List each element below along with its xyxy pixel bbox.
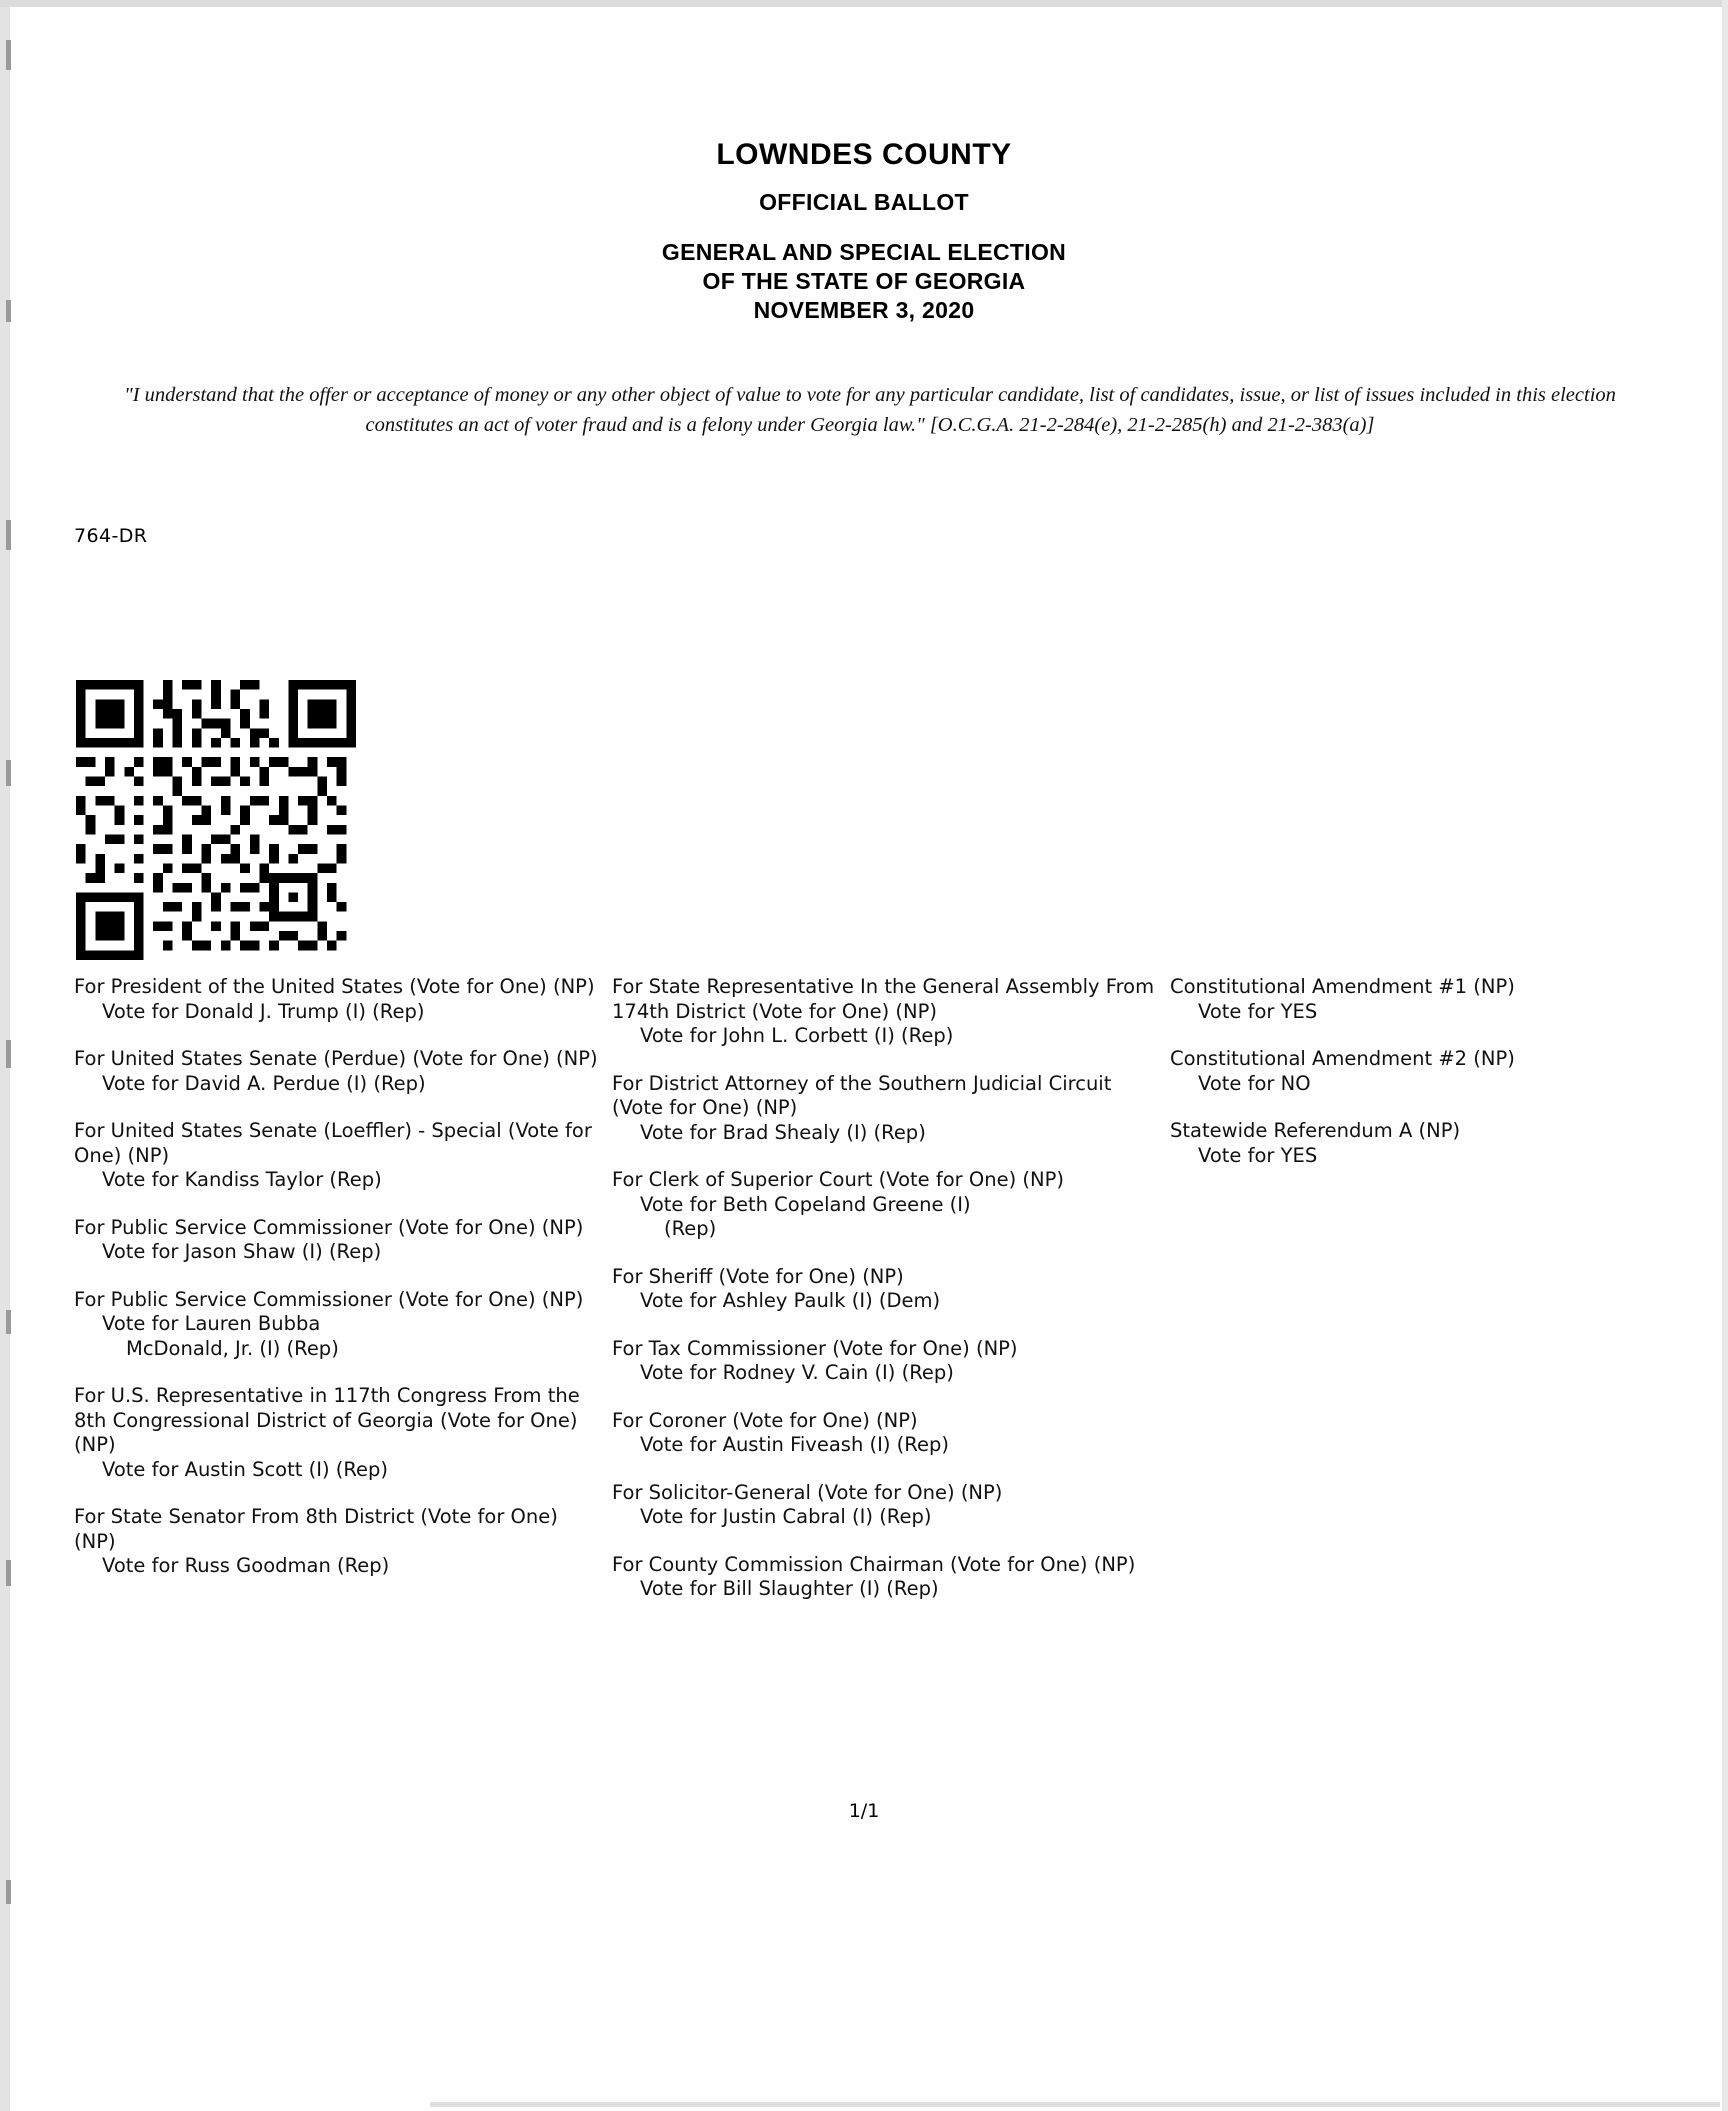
contest-choice: Vote for Brad Shealy (I) (Rep) <box>640 1120 926 1144</box>
contest-column-3 <box>1170 975 1690 1191</box>
contest-choice: Vote for Ashley Paulk (I) (Dem) <box>640 1289 941 1312</box>
contest-block <box>612 1072 1157 1146</box>
contest-block <box>1170 1047 1690 1096</box>
contest-title: For Solicitor-General (Vote for One) (NP) <box>612 1480 1003 1504</box>
contest-choice: Vote for John L. Corbett (I) (Rep) <box>640 1024 954 1047</box>
contest-block <box>612 1168 1157 1242</box>
contest-title: For United States Senate (Perdue) (Vote for One) (NP) <box>74 1047 598 1070</box>
contest-choice: Vote for Austin Fiveash (I) (Rep) <box>640 1433 949 1456</box>
ballot-style-id: 764-DR <box>74 525 148 547</box>
contest-title: For Sheriff (Vote for One) (NP) <box>612 1264 904 1288</box>
election-title-line1: GENERAL AND SPECIAL ELECTION <box>661 239 1067 265</box>
contest-choice: Vote for Lauren Bubba <box>102 1312 321 1335</box>
contest-title: For Public Service Commissioner (Vote for One) (NP) <box>74 1287 584 1311</box>
scan-tick <box>6 1040 11 1068</box>
scan-tick <box>6 1880 11 1904</box>
contest-block <box>74 1505 604 1579</box>
ballot-header <box>0 138 1728 325</box>
contest-choice: (Rep) <box>664 1217 717 1240</box>
contest-column-2 <box>612 975 1157 1625</box>
election-date: NOVEMBER 3, 2020 <box>753 297 975 323</box>
scan-tick <box>6 1310 11 1334</box>
contest-block <box>74 975 604 1024</box>
contest-choice: Vote for Beth Copeland Greene (I) <box>640 1192 971 1216</box>
contest-block <box>612 1337 1157 1386</box>
contest-choice: Vote for NO <box>1198 1071 1311 1095</box>
contest-choice: Vote for Austin Scott (I) (Rep) <box>102 1457 389 1481</box>
contest-block <box>74 1119 604 1193</box>
contest-title: For County Commission Chairman (Vote for One) (NP) <box>612 1552 1136 1576</box>
contest-title: For District Attorney of the Southern Judicial Circuit (Vote for One) (NP) <box>612 1071 1112 1119</box>
contest-choice: Vote for Bill Slaughter (I) (Rep) <box>640 1577 939 1600</box>
contest-choice: Vote for David A. Perdue (I) (Rep) <box>102 1071 426 1095</box>
contest-block <box>1170 1119 1690 1168</box>
scan-tick <box>6 760 11 786</box>
scan-tick <box>6 40 11 70</box>
ballot-type-title: OFFICIAL BALLOT <box>759 189 969 215</box>
contest-block <box>74 1047 604 1096</box>
contest-choice: McDonald, Jr. (I) (Rep) <box>126 1336 339 1360</box>
contest-title: For Tax Commissioner (Vote for One) (NP) <box>612 1336 1018 1360</box>
contest-choice: Vote for Russ Goodman (Rep) <box>102 1554 390 1577</box>
contest-choice: Vote for Jason Shaw (I) (Rep) <box>102 1240 382 1263</box>
contest-choice: Vote for Rodney V. Cain (I) (Rep) <box>640 1361 954 1384</box>
contest-choice: Vote for Justin Cabral (I) (Rep) <box>640 1505 932 1528</box>
page-number: 1/1 <box>848 1800 880 1822</box>
contest-choice: Vote for Donald J. Trump (I) (Rep) <box>102 999 425 1023</box>
contest-block <box>612 975 1157 1049</box>
contest-block <box>612 1481 1157 1530</box>
contest-block <box>612 1409 1157 1458</box>
contest-title: For Clerk of Superior Court (Vote for One) (NP) <box>612 1168 1064 1191</box>
qr-code <box>76 680 356 960</box>
contest-title: Statewide Referendum A (NP) <box>1170 1119 1461 1142</box>
contest-block <box>612 1553 1157 1602</box>
contest-block <box>1170 975 1690 1024</box>
contest-block <box>74 1288 604 1362</box>
contest-title: For Coroner (Vote for One) (NP) <box>612 1408 918 1432</box>
county-title: LOWNDES COUNTY <box>716 138 1012 171</box>
contest-title: Constitutional Amendment #1 (NP) <box>1170 975 1515 998</box>
scan-edge-bottom <box>430 2102 1720 2107</box>
contest-title: For State Representative In the General Assembly From 174th District (Vote for One) (NP) <box>612 975 1155 1023</box>
contest-block <box>74 1216 604 1265</box>
voter-oath-text: "I understand that the offer or acceptance of money or any other object of value to vote for any particular candidate, list of candidates, issue, or list of issues included in this election constitutes an act of voter fraud and is a felony under Georgia law." [O.C.G.A. 21-2-284(e), 21-2-285(h) and 21-2-383(a)] <box>124 384 1616 436</box>
scan-edge-top <box>0 0 1728 7</box>
contest-column-1 <box>74 975 604 1602</box>
contest-choice: Vote for YES <box>1198 999 1318 1023</box>
contest-title: For United States Senate (Loeffler) - Special (Vote for One) (NP) <box>74 1119 592 1167</box>
election-title-line2: OF THE STATE OF GEORGIA <box>702 268 1026 294</box>
contest-title: For State Senator From 8th District (Vote for One) (NP) <box>74 1505 558 1553</box>
scan-tick <box>6 520 11 550</box>
contest-block <box>74 1384 604 1482</box>
contest-title: For U.S. Representative in 117th Congress From the 8th Congressional District of Georgia (Vote for One) (NP) <box>74 1384 580 1456</box>
contest-title: Constitutional Amendment #2 (NP) <box>1170 1047 1515 1070</box>
contest-title: For President of the United States (Vote for One) (NP) <box>74 975 595 998</box>
contest-choice: Vote for YES <box>1198 1143 1318 1167</box>
contest-choice: Vote for Kandiss Taylor (Rep) <box>102 1168 382 1191</box>
contest-block <box>612 1265 1157 1314</box>
contest-title: For Public Service Commissioner (Vote for One) (NP) <box>74 1215 584 1239</box>
scan-tick <box>6 1560 11 1586</box>
